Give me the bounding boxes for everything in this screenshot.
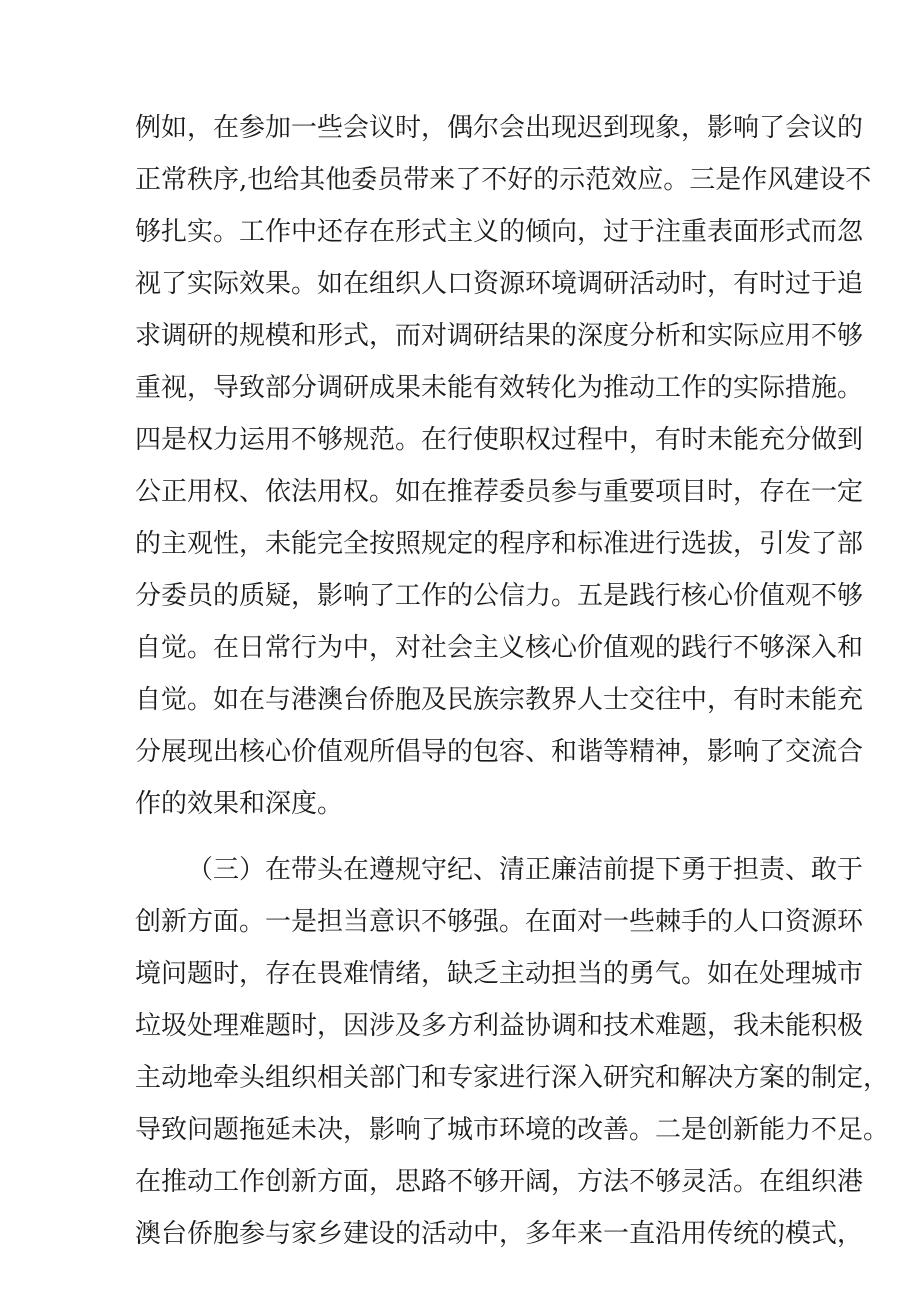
paragraph-2-line: 创新方面。一是担当意识不够强。在面对一些棘手的人口资源环 xyxy=(135,907,864,937)
paragraph-2-line: 导致问题拖延未决，影响了城市环境的改善。二是创新能力不足。 xyxy=(135,1115,890,1145)
paragraph-2-line: （三）在带头在遵规守纪、清正廉洁前提下勇于担责、敢于 xyxy=(187,855,864,885)
paragraph-1-line: 分委员的质疑，影响了工作的公信力。五是践行核心价值观不够 xyxy=(135,581,864,611)
paragraph-1-line: 分展现出核心价值观所倡导的包容、和谐等精神，影响了交流合 xyxy=(135,737,864,767)
paragraph-1-line: 的主观性，未能完全按照规定的程序和标准进行选拔，引发了部 xyxy=(135,529,864,559)
paragraph-2-line: 垃圾处理难题时，因涉及多方利益协调和技术难题，我未能积极 xyxy=(135,1011,864,1041)
paragraph-1-line: 自觉。在日常行为中，对社会主义核心价值观的践行不够深入和 xyxy=(135,633,864,663)
paragraph-2-line: 在推动工作创新方面，思路不够开阔，方法不够灵活。在组织港 xyxy=(135,1167,864,1197)
paragraph-1-line: 四是权力运用不够规范。在行使职权过程中，有时未能充分做到 xyxy=(135,425,864,455)
paragraph-1-line: 自觉。如在与港澳台侨胞及民族宗教界人士交往中，有时未能充 xyxy=(135,685,864,715)
paragraph-2-line: 境问题时，存在畏难情绪，缺乏主动担当的勇气。如在处理城市 xyxy=(135,959,864,989)
paragraph-2-line: 澳台侨胞参与家乡建设的活动中，多年来一直沿用传统的模式， xyxy=(135,1219,864,1249)
paragraph-1-line: 视了实际效果。如在组织人口资源环境调研活动时，有时过于追 xyxy=(135,269,864,299)
paragraph-1-line: 正常秩序,也给其他委员带来了不好的示范效应。三是作风建设不 xyxy=(135,165,872,195)
paragraph-1-line: 求调研的规模和形式，而对调研结果的深度分析和实际应用不够 xyxy=(135,321,864,351)
paragraph-2-line: 主动地牵头组织相关部门和专家进行深入研究和解决方案的制定， xyxy=(135,1063,890,1093)
paragraph-1-line: 公正用权、依法用权。如在推荐委员参与重要项目时，存在一定 xyxy=(135,477,864,507)
paragraph-1-line: 重视，导致部分调研成果未能有效转化为推动工作的实际措施。 xyxy=(135,373,864,403)
paragraph-1-line: 作的效果和深度。 xyxy=(135,789,344,819)
paragraph-1-line: 够扎实。工作中还存在形式主义的倾向，过于注重表面形式而忽 xyxy=(135,217,864,247)
paragraph-1-line: 例如，在参加一些会议时，偶尔会出现迟到现象，影响了会议的 xyxy=(135,113,864,143)
